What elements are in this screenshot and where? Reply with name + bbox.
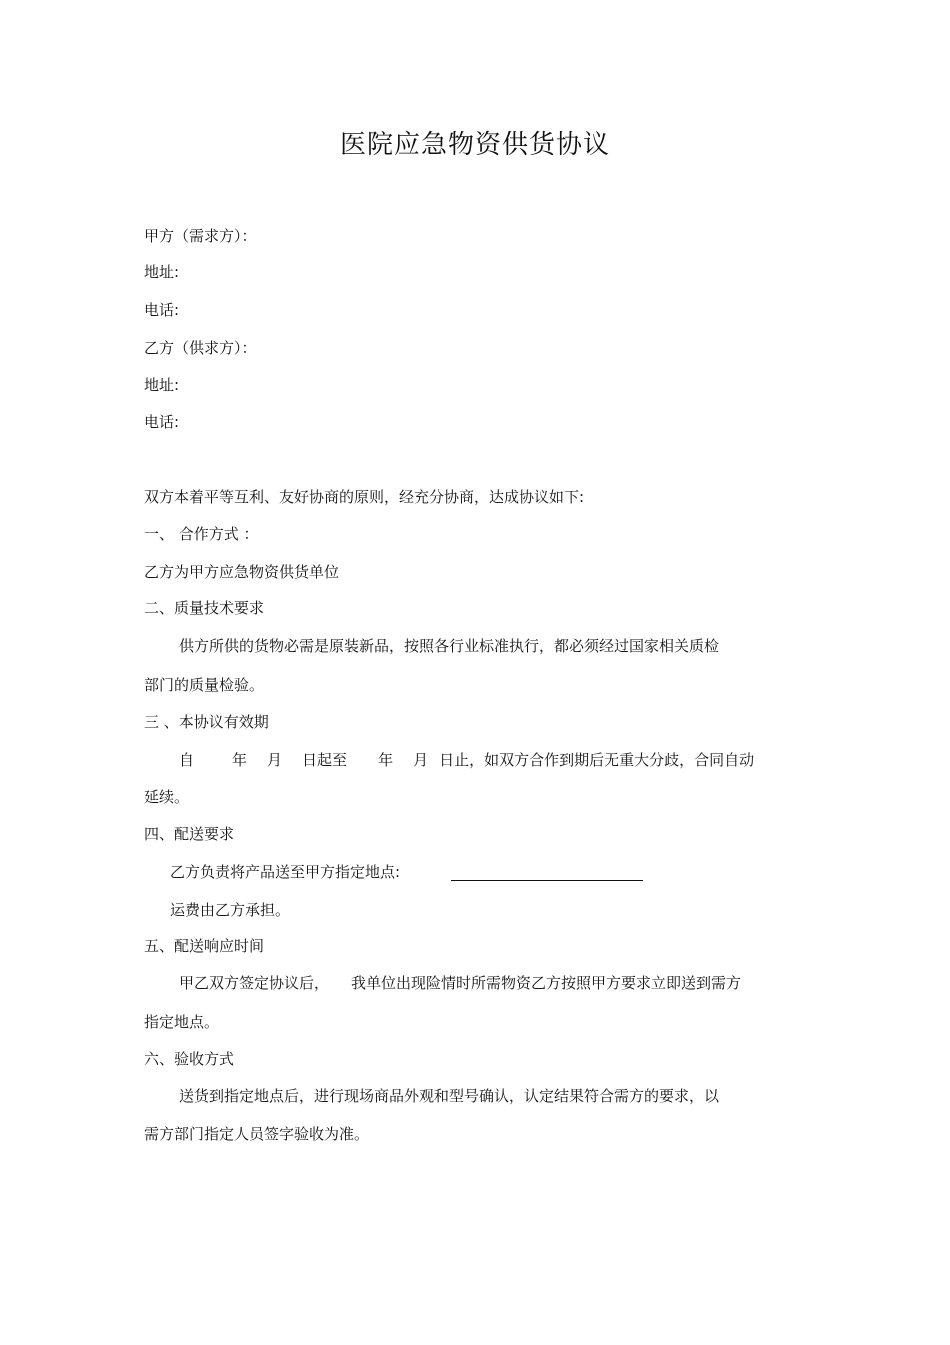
section-5-heading: 五、配送响应时间 <box>144 937 265 955</box>
party-a-phone: 电话: <box>144 301 180 319</box>
section-5-text-part-2: 我单位出现险情时所需物资乙方按照甲方要求立即送到需方 <box>351 974 742 992</box>
date-day-start: 日起至 <box>302 751 348 769</box>
section-6-heading: 六、验收方式 <box>144 1050 235 1068</box>
section-5-text-part-1: 甲乙双方签定协议后， <box>179 974 330 992</box>
section-6-text-line-2: 需方部门指定人员签字验收为准。 <box>144 1125 370 1143</box>
party-b-label: 乙方（供求方）： <box>144 339 257 357</box>
section-3-text-line-1 <box>179 750 754 770</box>
party-a-address: 地址: <box>144 263 180 281</box>
date-from: 自 <box>179 751 195 769</box>
date-year-2: 年 <box>378 751 394 769</box>
section-4-text-line-2: 运费由乙方承担。 <box>170 901 291 919</box>
section-3-heading: 三 、本协议有效期 <box>144 713 269 731</box>
party-b-address: 地址: <box>144 376 180 394</box>
date-month-1: 月 <box>267 751 283 769</box>
delivery-location-blank <box>451 880 643 881</box>
date-month-2: 月 <box>413 751 429 769</box>
document-title: 医院应急物资供货协议 <box>339 130 610 160</box>
intro-paragraph: 双方本着平等互利、友好协商的原则，经充分协商，达成协议如下: <box>144 488 585 506</box>
section-6-text-line-1: 送货到指定地点后，进行现场商品外观和型号确认，认定结果符合需方的要求，以 <box>179 1087 720 1105</box>
section-2-text-line-1: 供方所供的货物必需是原装新品，按照各行业标准执行，都必须经过国家相关质检 <box>179 637 720 655</box>
party-b-phone: 电话: <box>144 413 180 431</box>
section-5-text-line-1 <box>179 973 741 993</box>
section-5-text-line-2: 指定地点。 <box>144 1013 220 1031</box>
section-1-heading: 一、 合作方式 ： <box>144 525 259 543</box>
section-2-heading: 二、质量技术要求 <box>144 599 265 617</box>
party-a-label: 甲方（需求方）： <box>144 227 257 245</box>
date-year-1: 年 <box>232 751 248 769</box>
section-4-heading: 四、配送要求 <box>144 825 235 843</box>
date-day-end: 日止，如双方合作到期后无重大分歧，合同自动 <box>439 751 755 769</box>
section-4-text-line-1: 乙方负责将产品送至甲方指定地点: <box>170 863 401 881</box>
section-2-text-line-2: 部门的质量检验。 <box>144 676 265 694</box>
section-3-text-line-2: 延续。 <box>144 788 190 806</box>
section-1-text: 乙方为甲方应急物资供货单位 <box>144 563 340 581</box>
